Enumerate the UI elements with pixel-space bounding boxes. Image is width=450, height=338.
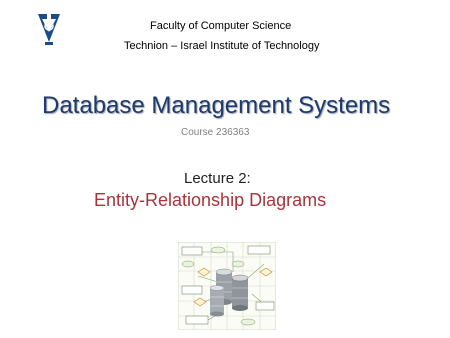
lecture-topic: Entity-Relationship Diagrams [94,190,327,210]
institute-name: Technion – Israel Institute of Technology [124,40,320,52]
faculty-name: Faculty of Computer Science [150,20,292,32]
er-diagram-database-icon [178,242,276,330]
course-title: Database Management Systems [42,92,391,119]
course-number: Course 236363 [181,127,250,138]
technion-logo [36,12,62,46]
lecture-number: Lecture 2: [184,170,251,187]
